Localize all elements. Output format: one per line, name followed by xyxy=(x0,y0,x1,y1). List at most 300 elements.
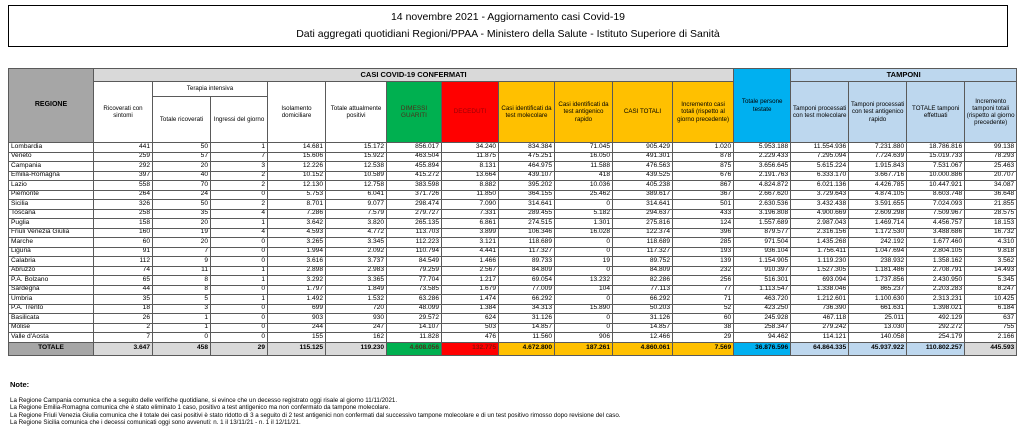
cell-tamponi_molecolare: 736.390 xyxy=(791,304,849,314)
cell-casi_totali: 122.374 xyxy=(613,228,673,238)
cell-dimessi_guariti: 455.894 xyxy=(387,162,442,172)
cell-terapia_intensiva_totale: 50 xyxy=(153,143,211,153)
cell-casi_test_antigenico: 906 xyxy=(555,333,613,343)
title-line-2: Dati aggregati quotidiani Regioni/PPAA - Ministero della Salute - Istituto Superiore di Sanità xyxy=(296,27,720,40)
cell-terapia_intensiva_totale: 8 xyxy=(153,276,211,286)
cell-casi_test_molecolare: 14.857 xyxy=(499,323,555,333)
cell-dimessi_guariti: 79.259 xyxy=(387,266,442,276)
cell-totale_tamponi: 292.272 xyxy=(907,323,965,333)
cell-incremento_tamponi: 9.818 xyxy=(965,247,1017,257)
cell-dimessi_guariti: 856.017 xyxy=(387,143,442,153)
cell-dimessi_guariti: 77.704 xyxy=(387,276,442,286)
cell-ricoverati_con_sintomi: 35 xyxy=(94,295,153,305)
cell-totale_attualmente_positivi: 12.538 xyxy=(326,162,387,172)
header-incremento-tamponi: Incremento tamponi totali (rispetto al giorno precedente) xyxy=(965,82,1017,143)
cell-ricoverati_con_sintomi: 91 xyxy=(94,247,153,257)
cell-tamponi_molecolare: 2.987.043 xyxy=(791,219,849,229)
header-totale-tamponi: TOTALE tamponi effettuati xyxy=(907,82,965,143)
cell-terapia_intensiva_ingressi: 0 xyxy=(211,333,268,343)
region-name: Lombardia xyxy=(9,143,94,153)
cell-incremento_casi: 29 xyxy=(673,333,734,343)
cell-tamponi_antigenico: 140.058 xyxy=(849,333,907,343)
cell-deceduti: 7.090 xyxy=(442,200,499,210)
notes-heading: Note: xyxy=(10,380,30,389)
cell-casi_test_molecolare: 475.251 xyxy=(499,152,555,162)
cell-incremento_casi: 38 xyxy=(673,323,734,333)
cell-casi_totali: 82.286 xyxy=(613,276,673,286)
cell-tamponi_antigenico: 1.915.843 xyxy=(849,162,907,172)
table-row xyxy=(9,295,1017,305)
cell-deceduti: 3.121 xyxy=(442,238,499,248)
cell-totale_persone_testate: 2.630.536 xyxy=(734,200,791,210)
cell-incremento_tamponi: 36.648 xyxy=(965,190,1017,200)
cell-totale_persone_testate: 3.656.645 xyxy=(734,162,791,172)
table-row xyxy=(9,333,1017,343)
cell-terapia_intensiva_ingressi: 4 xyxy=(211,209,268,219)
cell-incremento_casi: 77 xyxy=(673,285,734,295)
cell-casi_test_molecolare: 274.515 xyxy=(499,219,555,229)
cell-incremento_tamponi: 8.247 xyxy=(965,285,1017,295)
cell-casi_test_antigenico: 19 xyxy=(555,257,613,267)
cell-totale_attualmente_positivi: 9.077 xyxy=(326,200,387,210)
table-row xyxy=(9,219,1017,229)
cell-tamponi_molecolare: 11.554.936 xyxy=(791,143,849,153)
cell-deceduti: 4.441 xyxy=(442,247,499,257)
cell-totale_attualmente_positivi: 247 xyxy=(326,323,387,333)
region-name: P.A. Trento xyxy=(9,304,94,314)
cell-ricoverati_con_sintomi: 160 xyxy=(94,228,153,238)
cell-incremento_tamponi: 78.293 xyxy=(965,152,1017,162)
cell-totale_tamponi: 492.129 xyxy=(907,314,965,324)
cell-totale_persone_testate: 2.667.620 xyxy=(734,190,791,200)
cell-totale_attualmente_positivi: 930 xyxy=(326,314,387,324)
cell-dimessi_guariti: 110.794 xyxy=(387,247,442,257)
cell-isolamento_domiciliare: 7.286 xyxy=(268,209,326,219)
note-line: La Regione Friuli Venezia Giulia comunica che il totale dei casi positivi è stato ridotto di 3 a seguito di 2 test antigenici non confermati dal successivo tampone molecolare e di un test positivo rimosso dopo revisione del caso. xyxy=(10,411,621,419)
cell-tamponi_antigenico: 4.874.105 xyxy=(849,190,907,200)
cell-totale_tamponi: 2.430.950 xyxy=(907,276,965,286)
cell-casi_test_antigenico: 0 xyxy=(555,314,613,324)
header-terapia-ingressi-giorno: Ingressi del giorno xyxy=(211,97,268,143)
cell-casi_test_antigenico: 0 xyxy=(555,323,613,333)
header-tamponi-molecolare: Tamponi processati con test molecolare xyxy=(791,82,849,143)
cell-ricoverati_con_sintomi: 7 xyxy=(94,333,153,343)
cell-tamponi_antigenico: 7.724.639 xyxy=(849,152,907,162)
cell-incremento_tamponi: 20.707 xyxy=(965,171,1017,181)
table-row xyxy=(9,190,1017,200)
cell-totale_persone_testate: 1.154.905 xyxy=(734,257,791,267)
cell-incremento_tamponi: 18.153 xyxy=(965,219,1017,229)
totale-casi_test_antigenico: 187.261 xyxy=(555,342,613,355)
totale-terapia_intensiva_totale: 458 xyxy=(153,342,211,355)
cell-terapia_intensiva_totale: 7 xyxy=(153,247,211,257)
cell-totale_tamponi: 1.398.021 xyxy=(907,304,965,314)
cell-casi_totali: 476.563 xyxy=(613,162,673,172)
cell-casi_test_antigenico: 0 xyxy=(555,266,613,276)
table-row xyxy=(9,247,1017,257)
cell-tamponi_antigenico: 1.100.630 xyxy=(849,295,907,305)
cell-terapia_intensiva_ingressi: 4 xyxy=(211,228,268,238)
cell-tamponi_antigenico: 25.011 xyxy=(849,314,907,324)
cell-isolamento_domiciliare: 903 xyxy=(268,314,326,324)
cell-tamponi_antigenico: 4.426.785 xyxy=(849,181,907,191)
cell-terapia_intensiva_totale: 20 xyxy=(153,238,211,248)
title-box xyxy=(8,5,1008,47)
cell-totale_persone_testate: 463.720 xyxy=(734,295,791,305)
cell-totale_persone_testate: 936.104 xyxy=(734,247,791,257)
cell-ricoverati_con_sintomi: 2 xyxy=(94,323,153,333)
cell-casi_test_molecolare: 34.313 xyxy=(499,304,555,314)
cell-totale_attualmente_positivi: 3.345 xyxy=(326,238,387,248)
cell-incremento_tamponi: 34.087 xyxy=(965,181,1017,191)
cell-ricoverati_con_sintomi: 326 xyxy=(94,200,153,210)
cell-totale_tamponi: 7.531.067 xyxy=(907,162,965,172)
cell-deceduti: 1.474 xyxy=(442,295,499,305)
cell-casi_test_molecolare: 69.054 xyxy=(499,276,555,286)
cell-tamponi_molecolare: 693.094 xyxy=(791,276,849,286)
cell-tamponi_antigenico: 1.047.694 xyxy=(849,247,907,257)
cell-casi_totali: 314.641 xyxy=(613,200,673,210)
cell-incremento_casi: 232 xyxy=(673,266,734,276)
cell-deceduti: 8.882 xyxy=(442,181,499,191)
table-body xyxy=(9,143,1017,356)
region-name: Lazio xyxy=(9,181,94,191)
note-line: La Regione Emilia-Romagna comunica che è stato eliminato 1 caso, positivo a test antigenico ma non confermato da tampone molecolare. xyxy=(10,404,391,412)
cell-totale_tamponi: 4.456.757 xyxy=(907,219,965,229)
cell-totale_attualmente_positivi: 15.172 xyxy=(326,143,387,153)
cell-casi_totali: 77.113 xyxy=(613,285,673,295)
cell-incremento_tamponi: 6.184 xyxy=(965,304,1017,314)
cell-casi_test_antigenico: 104 xyxy=(555,285,613,295)
cell-totale_tamponi: 2.203.283 xyxy=(907,285,965,295)
cell-ricoverati_con_sintomi: 158 xyxy=(94,219,153,229)
totale-label: TOTALE xyxy=(9,342,94,355)
cell-totale_attualmente_positivi: 1.532 xyxy=(326,295,387,305)
cell-terapia_intensiva_totale: 20 xyxy=(153,219,211,229)
cell-incremento_casi: 193 xyxy=(673,247,734,257)
cell-incremento_casi: 52 xyxy=(673,304,734,314)
cell-incremento_casi: 875 xyxy=(673,162,734,172)
cell-totale_attualmente_positivi: 2.983 xyxy=(326,266,387,276)
table-row xyxy=(9,162,1017,172)
cell-totale_persone_testate: 3.196.808 xyxy=(734,209,791,219)
cell-terapia_intensiva_totale: 8 xyxy=(153,285,211,295)
cell-deceduti: 13.664 xyxy=(442,171,499,181)
cell-dimessi_guariti: 63.286 xyxy=(387,295,442,305)
cell-dimessi_guariti: 415.272 xyxy=(387,171,442,181)
cell-totale_attualmente_positivi: 15.922 xyxy=(326,152,387,162)
cell-tamponi_antigenico: 2.609.298 xyxy=(849,209,907,219)
cell-ricoverati_con_sintomi: 397 xyxy=(94,171,153,181)
cell-deceduti: 3.899 xyxy=(442,228,499,238)
cell-tamponi_molecolare: 7.295.094 xyxy=(791,152,849,162)
cell-dimessi_guariti: 84.549 xyxy=(387,257,442,267)
totale-totale_persone_testate: 36.876.596 xyxy=(734,342,791,355)
cell-isolamento_domiciliare: 244 xyxy=(268,323,326,333)
header-totale-persone-testate: Totale persone testate xyxy=(734,69,791,143)
cell-casi_totali: 50.203 xyxy=(613,304,673,314)
cell-incremento_casi: 867 xyxy=(673,181,734,191)
cell-casi_test_antigenico: 10.036 xyxy=(555,181,613,191)
cell-casi_totali: 439.525 xyxy=(613,171,673,181)
cell-terapia_intensiva_totale: 19 xyxy=(153,228,211,238)
cell-terapia_intensiva_totale: 0 xyxy=(153,333,211,343)
cell-tamponi_antigenico: 238.932 xyxy=(849,257,907,267)
cell-incremento_tamponi: 637 xyxy=(965,314,1017,324)
cell-tamponi_antigenico: 1.469.714 xyxy=(849,219,907,229)
table-row xyxy=(9,228,1017,238)
cell-terapia_intensiva_totale: 40 xyxy=(153,171,211,181)
header-casi-test-molecolare: Casi identificati da test molecolare xyxy=(499,82,555,143)
cell-tamponi_molecolare: 2.316.156 xyxy=(791,228,849,238)
cell-terapia_intensiva_ingressi: 1 xyxy=(211,143,268,153)
cell-ricoverati_con_sintomi: 74 xyxy=(94,266,153,276)
cell-totale_tamponi: 7.509.967 xyxy=(907,209,965,219)
header-band-casi-confermati: CASI COVID-19 CONFERMATI xyxy=(94,69,734,82)
cell-casi_test_molecolare: 834.384 xyxy=(499,143,555,153)
cell-incremento_casi: 501 xyxy=(673,200,734,210)
cell-tamponi_antigenico: 3.667.716 xyxy=(849,171,907,181)
totale-isolamento_domiciliare: 115.125 xyxy=(268,342,326,355)
cell-terapia_intensiva_ingressi: 0 xyxy=(211,304,268,314)
cell-terapia_intensiva_totale: 1 xyxy=(153,314,211,324)
cell-tamponi_molecolare: 114.121 xyxy=(791,333,849,343)
cell-casi_totali: 118.689 xyxy=(613,238,673,248)
cell-casi_test_antigenico: 0 xyxy=(555,238,613,248)
cell-terapia_intensiva_ingressi: 0 xyxy=(211,323,268,333)
region-name: Friuli Venezia Giulia xyxy=(9,228,94,238)
cell-deceduti: 624 xyxy=(442,314,499,324)
table-row xyxy=(9,181,1017,191)
cell-tamponi_molecolare: 1.527.305 xyxy=(791,266,849,276)
cell-totale_tamponi: 2.804.105 xyxy=(907,247,965,257)
cell-terapia_intensiva_ingressi: 0 xyxy=(211,247,268,257)
cell-totale_tamponi: 1.677.460 xyxy=(907,238,965,248)
cell-deceduti: 1.679 xyxy=(442,285,499,295)
region-name: Basilicata xyxy=(9,314,94,324)
cell-tamponi_antigenico: 1.737.856 xyxy=(849,276,907,286)
cell-tamponi_antigenico: 13.030 xyxy=(849,323,907,333)
cell-deceduti: 34.240 xyxy=(442,143,499,153)
cell-totale_attualmente_positivi: 4.772 xyxy=(326,228,387,238)
cell-dimessi_guariti: 265.135 xyxy=(387,219,442,229)
cell-casi_test_molecolare: 395.202 xyxy=(499,181,555,191)
cell-dimessi_guariti: 73.585 xyxy=(387,285,442,295)
cell-terapia_intensiva_totale: 1 xyxy=(153,323,211,333)
cell-totale_persone_testate: 2.229.433 xyxy=(734,152,791,162)
cell-totale_tamponi: 18.786.816 xyxy=(907,143,965,153)
cell-deceduti: 1.384 xyxy=(442,304,499,314)
cell-isolamento_domiciliare: 699 xyxy=(268,304,326,314)
header-terapia-totale-ricoverati: Totale ricoverati xyxy=(153,97,211,143)
title-line-1: 14 novembre 2021 - Aggiornamento casi Covid-19 xyxy=(390,10,626,23)
cell-casi_test_molecolare: 364.155 xyxy=(499,190,555,200)
cell-casi_totali: 117.327 xyxy=(613,247,673,257)
cell-totale_tamponi: 3.488.686 xyxy=(907,228,965,238)
cell-dimessi_guariti: 279.727 xyxy=(387,209,442,219)
cell-isolamento_domiciliare: 1.492 xyxy=(268,295,326,305)
cell-casi_test_antigenico: 71.045 xyxy=(555,143,613,153)
cell-totale_attualmente_positivi: 7.579 xyxy=(326,209,387,219)
cell-totale_persone_testate: 910.397 xyxy=(734,266,791,276)
cell-totale_tamponi: 10.000.886 xyxy=(907,171,965,181)
cell-casi_test_antigenico: 25.462 xyxy=(555,190,613,200)
cell-incremento_casi: 71 xyxy=(673,295,734,305)
region-name: Valle d'Aosta xyxy=(9,333,94,343)
totale-tamponi_antigenico: 45.937.922 xyxy=(849,342,907,355)
cell-totale_tamponi: 2.313.231 xyxy=(907,295,965,305)
header-terapia-intensiva: Terapia intensiva xyxy=(153,82,268,97)
cell-incremento_tamponi: 10.425 xyxy=(965,295,1017,305)
cell-casi_test_antigenico: 11.588 xyxy=(555,162,613,172)
cell-tamponi_antigenico: 3.591.655 xyxy=(849,200,907,210)
cell-totale_persone_testate: 516.301 xyxy=(734,276,791,286)
cell-deceduti: 503 xyxy=(442,323,499,333)
cell-ricoverati_con_sintomi: 112 xyxy=(94,257,153,267)
cell-isolamento_domiciliare: 8.701 xyxy=(268,200,326,210)
cell-casi_totali: 905.429 xyxy=(613,143,673,153)
cell-casi_test_antigenico: 0 xyxy=(555,295,613,305)
cell-isolamento_domiciliare: 4.593 xyxy=(268,228,326,238)
cell-casi_test_antigenico: 16.050 xyxy=(555,152,613,162)
cell-incremento_tamponi: 2.166 xyxy=(965,333,1017,343)
table-row xyxy=(9,314,1017,324)
cell-incremento_tamponi: 25.463 xyxy=(965,162,1017,172)
cell-terapia_intensiva_ingressi: 0 xyxy=(211,238,268,248)
cell-dimessi_guariti: 463.504 xyxy=(387,152,442,162)
totale-dimessi_guariti: 4.608.056 xyxy=(387,342,442,355)
cell-totale_attualmente_positivi: 10.589 xyxy=(326,171,387,181)
cell-terapia_intensiva_totale: 70 xyxy=(153,181,211,191)
cell-terapia_intensiva_ingressi: 0 xyxy=(211,257,268,267)
cell-deceduti: 8.131 xyxy=(442,162,499,172)
region-name: Sicilia xyxy=(9,200,94,210)
cell-terapia_intensiva_totale: 3 xyxy=(153,304,211,314)
totale-tamponi_molecolare: 64.864.335 xyxy=(791,342,849,355)
table-row xyxy=(9,200,1017,210)
cell-totale_tamponi: 8.603.748 xyxy=(907,190,965,200)
cell-terapia_intensiva_ingressi: 1 xyxy=(211,295,268,305)
cell-casi_test_antigenico: 418 xyxy=(555,171,613,181)
cell-totale_persone_testate: 423.250 xyxy=(734,304,791,314)
region-name: Toscana xyxy=(9,209,94,219)
cell-casi_test_molecolare: 31.126 xyxy=(499,314,555,324)
cell-casi_test_molecolare: 106.346 xyxy=(499,228,555,238)
cell-totale_persone_testate: 4.824.872 xyxy=(734,181,791,191)
cell-terapia_intensiva_ingressi: 2 xyxy=(211,171,268,181)
cell-totale_persone_testate: 5.953.188 xyxy=(734,143,791,153)
region-name: P.A. Bolzano xyxy=(9,276,94,286)
cell-isolamento_domiciliare: 3.642 xyxy=(268,219,326,229)
cell-terapia_intensiva_ingressi: 0 xyxy=(211,190,268,200)
cell-deceduti: 7.331 xyxy=(442,209,499,219)
header-ricoverati-con-sintomi: Ricoverati con sintomi xyxy=(94,82,153,143)
cell-totale_persone_testate: 1.557.689 xyxy=(734,219,791,229)
header-casi-totali: CASI TOTALI xyxy=(613,82,673,143)
cell-isolamento_domiciliare: 12.226 xyxy=(268,162,326,172)
cell-casi_test_antigenico: 0 xyxy=(555,247,613,257)
cell-isolamento_domiciliare: 12.130 xyxy=(268,181,326,191)
cell-terapia_intensiva_ingressi: 1 xyxy=(211,276,268,286)
cell-incremento_casi: 396 xyxy=(673,228,734,238)
cell-isolamento_domiciliare: 5.753 xyxy=(268,190,326,200)
cell-dimessi_guariti: 383.598 xyxy=(387,181,442,191)
cell-incremento_casi: 124 xyxy=(673,219,734,229)
cell-ricoverati_con_sintomi: 258 xyxy=(94,209,153,219)
header-incremento-casi: Incremento casi totali (rispetto al giorno precedente) xyxy=(673,82,734,143)
header-dimessi-guariti: DIMESSI GUARITI xyxy=(387,82,442,143)
cell-dimessi_guariti: 29.572 xyxy=(387,314,442,324)
header-totale-attualmente-positivi: Totale attualmente positivi xyxy=(326,82,387,143)
cell-terapia_intensiva_ingressi: 0 xyxy=(211,314,268,324)
cell-ricoverati_con_sintomi: 259 xyxy=(94,152,153,162)
cell-incremento_casi: 878 xyxy=(673,152,734,162)
cell-deceduti: 1.217 xyxy=(442,276,499,286)
cell-ricoverati_con_sintomi: 558 xyxy=(94,181,153,191)
header-band-tamponi: TAMPONI xyxy=(791,69,1017,82)
cell-casi_test_molecolare: 89.733 xyxy=(499,257,555,267)
cell-dimessi_guariti: 11.828 xyxy=(387,333,442,343)
totale-incremento_tamponi: 445.593 xyxy=(965,342,1017,355)
cell-totale_attualmente_positivi: 162 xyxy=(326,333,387,343)
cell-terapia_intensiva_ingressi: 1 xyxy=(211,219,268,229)
cell-totale_tamponi: 2.708.791 xyxy=(907,266,965,276)
cell-casi_test_molecolare: 289.455 xyxy=(499,209,555,219)
cell-incremento_casi: 285 xyxy=(673,238,734,248)
cell-casi_test_molecolare: 117.327 xyxy=(499,247,555,257)
totale-casi_totali: 4.860.061 xyxy=(613,342,673,355)
cell-incremento_tamponi: 3.562 xyxy=(965,257,1017,267)
cell-casi_test_molecolare: 464.975 xyxy=(499,162,555,172)
region-name: Piemonte xyxy=(9,190,94,200)
cell-incremento_casi: 60 xyxy=(673,314,734,324)
cell-terapia_intensiva_ingressi: 2 xyxy=(211,181,268,191)
totale-ricoverati_con_sintomi: 3.647 xyxy=(94,342,153,355)
cell-dimessi_guariti: 298.474 xyxy=(387,200,442,210)
cell-tamponi_molecolare: 6.333.170 xyxy=(791,171,849,181)
cell-totale_persone_testate: 245.928 xyxy=(734,314,791,324)
cell-incremento_tamponi: 14.493 xyxy=(965,266,1017,276)
cell-deceduti: 11.875 xyxy=(442,152,499,162)
cell-terapia_intensiva_totale: 20 xyxy=(153,162,211,172)
cell-casi_test_antigenico: 16.028 xyxy=(555,228,613,238)
cell-incremento_casi: 676 xyxy=(673,171,734,181)
cell-casi_totali: 275.816 xyxy=(613,219,673,229)
cell-dimessi_guariti: 14.107 xyxy=(387,323,442,333)
cell-incremento_casi: 367 xyxy=(673,190,734,200)
cell-casi_totali: 389.617 xyxy=(613,190,673,200)
cell-tamponi_antigenico: 7.231.880 xyxy=(849,143,907,153)
cell-incremento_tamponi: 21.855 xyxy=(965,200,1017,210)
cell-terapia_intensiva_totale: 35 xyxy=(153,209,211,219)
cell-isolamento_domiciliare: 15.606 xyxy=(268,152,326,162)
table-row xyxy=(9,304,1017,314)
cell-ricoverati_con_sintomi: 65 xyxy=(94,276,153,286)
cell-ricoverati_con_sintomi: 264 xyxy=(94,190,153,200)
table-row xyxy=(9,209,1017,219)
header-tamponi-antigenico: Tamponi processati con test antigenico rapido xyxy=(849,82,907,143)
cell-casi_test_antigenico: 0 xyxy=(555,200,613,210)
cell-ricoverati_con_sintomi: 18 xyxy=(94,304,153,314)
cell-incremento_tamponi: 5.345 xyxy=(965,276,1017,286)
table-row xyxy=(9,276,1017,286)
cell-ricoverati_con_sintomi: 44 xyxy=(94,285,153,295)
cell-incremento_casi: 1.020 xyxy=(673,143,734,153)
cell-casi_totali: 491.301 xyxy=(613,152,673,162)
cell-tamponi_molecolare: 1.212.601 xyxy=(791,295,849,305)
cell-totale_attualmente_positivi: 3.820 xyxy=(326,219,387,229)
cell-tamponi_antigenico: 242.192 xyxy=(849,238,907,248)
